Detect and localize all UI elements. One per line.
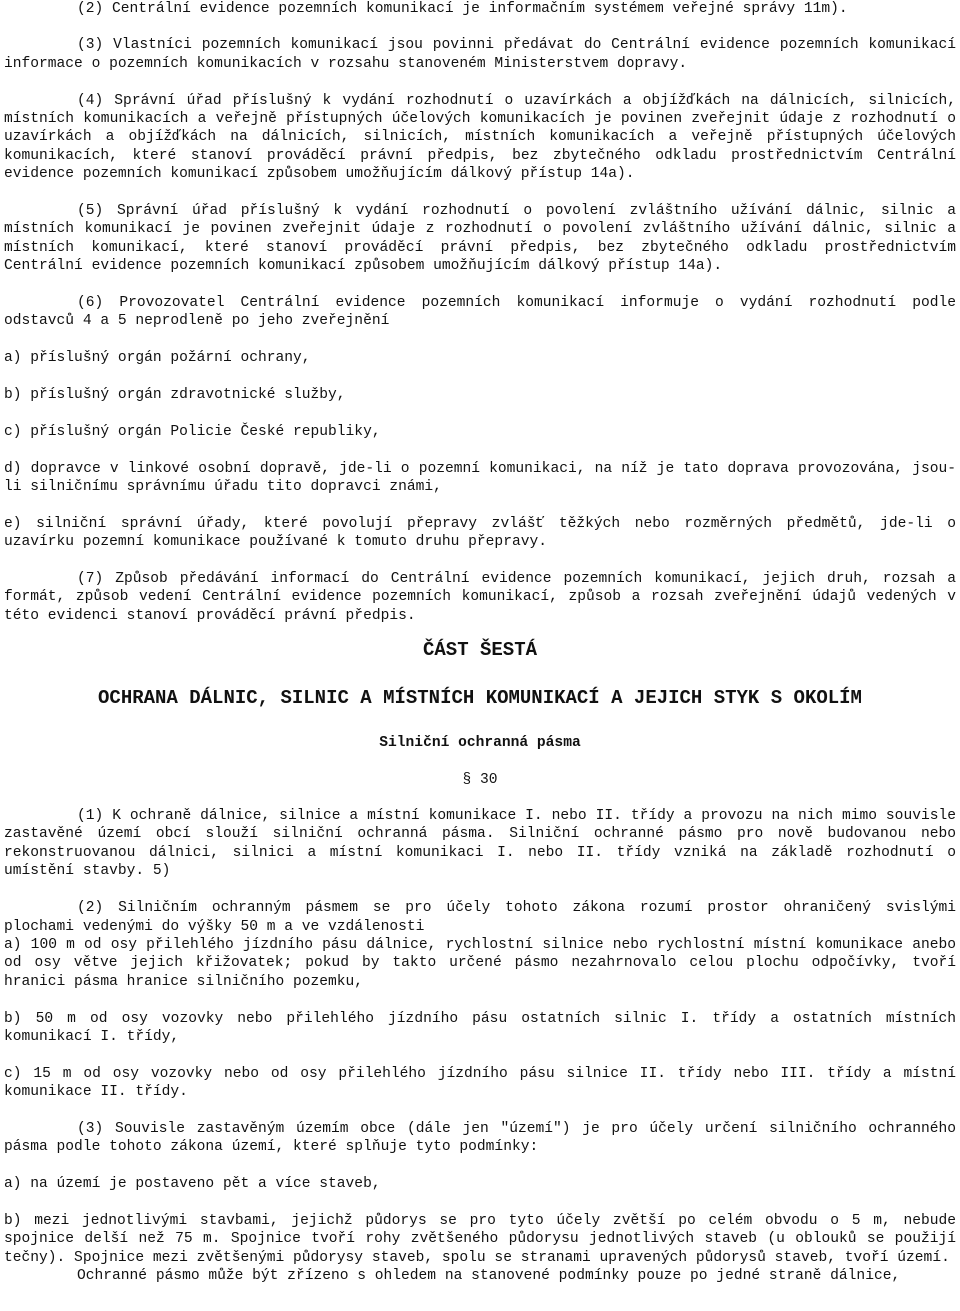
- list-item-a: a) příslušný orgán požární ochrany,: [4, 350, 311, 367]
- subheading: Silniční ochranná pásma: [379, 735, 581, 752]
- paragraph-5: (5) Správní úřad příslušný k vydání rozhodnutí o povolení zvláštního užívání dálnic, silnic a místních komunikací je povinen zveřejnit údaje z rozhodnutí o povolení zvláštního užívání dálnic, silnic a místních komunikací, které stanoví prováděcí právní předpis, bez zbytečného odkladu prostřednictvím Centrální evidence pozemních komunikací způsobem umožňujícím dálkový přístup 14a).: [4, 203, 956, 275]
- section-30-paragraph-1: (1) K ochraně dálnice, silnice a místní komunikace I. nebo II. třídy a provozu na nich mimo souvisle zastavěné území obcí slouží silniční ochranná pásma. Silniční ochranné pásmo pro nově budovanou nebo rekonstruovanou dálnici, silnici a místní komunikaci I. nebo II. třídy vzniká na základě rozhodnutí o umístění stavby. 5): [4, 808, 956, 880]
- part-title: OCHRANA DÁLNIC, SILNIC A MÍSTNÍCH KOMUNIKACÍ A JEJICH STYK S OKOLÍM: [98, 687, 862, 710]
- section-30-paragraph-3-a: a) na území je postaveno pět a více staveb,: [4, 1176, 381, 1193]
- paragraph-3: (3) Vlastníci pozemních komunikací jsou povinni předávat do Centrální evidence pozemních komunikací informace o pozemních komunikacích v rozsahu stanoveném Ministerstvem dopravy.: [4, 37, 956, 72]
- section-number: § 30: [462, 771, 498, 788]
- part-heading: ČÁST ŠESTÁ: [422, 639, 538, 662]
- section-30-paragraph-3: (3) Souvisle zastavěným územím obce (dále jen "území") je pro účely určení silničního ochranného pásma podle tohoto zákona území, které splňuje tyto podmínky:: [4, 1120, 956, 1156]
- list-item-d: d) dopravce v linkové osobní dopravě, jde-li o pozemní komunikaci, na níž je tato doprava provozována, jsou-li silničnímu správnímu úřadu tito dopravci známi,: [4, 460, 956, 496]
- section-30-last-paragraph: Ochranné pásmo může být zřízeno s ohledem na stanovené podmínky pouze po jedné straně dálnice,: [77, 1268, 901, 1285]
- list-item-e: e) silniční správní úřady, které povolují přepravy zvlášť těžkých nebo rozměrných předmětů, jde-li o uzavírku pozemní komunikace používané k tomuto druhu přepravy.: [4, 515, 956, 551]
- list-item-c: c) příslušný orgán Policie České republiky,: [4, 423, 381, 440]
- section-30-paragraph-2-a: a) 100 m od osy přilehlého jízdního pásu dálnice, rychlostní silnice nebo rychlostní místní komunikace anebo od osy větve jejich křižovatek; pokud by takto určené pásmo nezahrnovalo celou plochu odpočívky, tvoří hranici pásma hranice silničního pozemku,: [4, 936, 956, 990]
- section-30-paragraph-2-b: b) 50 m od osy vozovky nebo přilehlého jízdního pásu ostatních silnic I. třídy a ostatních místních komunikací I. třídy,: [4, 1010, 956, 1045]
- section-30-paragraph-3-b: b) mezi jednotlivými stavbami, jejichž půdorys se pro tyto účely zvětší po celém obvodu o 5 m, nebude spojnice delší než 75 m. Spojnice tvoří rohy zvětšeného půdorysu jednotlivých staveb (u oblouků se použijí tečny). Spojnice mezi zvětšenými půdorysy staveb, spolu se stranami upravených půdorysů staveb, tvoří území.: [4, 1212, 956, 1266]
- section-30-paragraph-2-c: c) 15 m od osy vozovky nebo od osy přilehlého jízdního pásu silnice II. třídy nebo III. třídy a místní komunikace II. třídy.: [4, 1065, 956, 1101]
- section-30-paragraph-2: (2) Silničním ochranným pásmem se pro účely tohoto zákona rozumí prostor ohraničený svislými plochami vedenými do výšky 50 m a ve vzdálenosti: [4, 900, 956, 935]
- paragraph-2: (2) Centrální evidence pozemních komunikací je informačním systémem veřejné správy 11m).: [77, 1, 848, 17]
- paragraph-7: (7) Způsob předávání informací do Centrální evidence pozemních komunikací, jejich druh, rozsah a formát, způsob vedení Centrální evidence pozemních komunikací, způsob a rozsah zveřejnění údajů vedených v této evidenci stanoví prováděcí právní předpis.: [4, 571, 956, 624]
- list-item-b: b) příslušný orgán zdravotnické služby,: [4, 387, 346, 404]
- paragraph-4: (4) Správní úřad příslušný k vydání rozhodnutí o uzavírkách a objížďkách na dálnicích, silnicích, místních komunikacích a veřejně přístupných účelových komunikacích je povinen zveřejnit údaje z rozhodnutí o uzavírkách a objížďkách na dálnicích, silnicích, místních komunikacích a veřejně přístupných účelových komunikacích, které stanoví prováděcí právní předpis, bez zbytečného odkladu prostřednictvím Centrální evidence pozemních komunikací způsobem umožňujícím dálkový přístup 14a).: [4, 92, 956, 183]
- paragraph-6: (6) Provozovatel Centrální evidence pozemních komunikací informuje o vydání rozhodnutí podle odstavců 4 a 5 neprodleně po jeho zveřejnění: [4, 295, 956, 330]
